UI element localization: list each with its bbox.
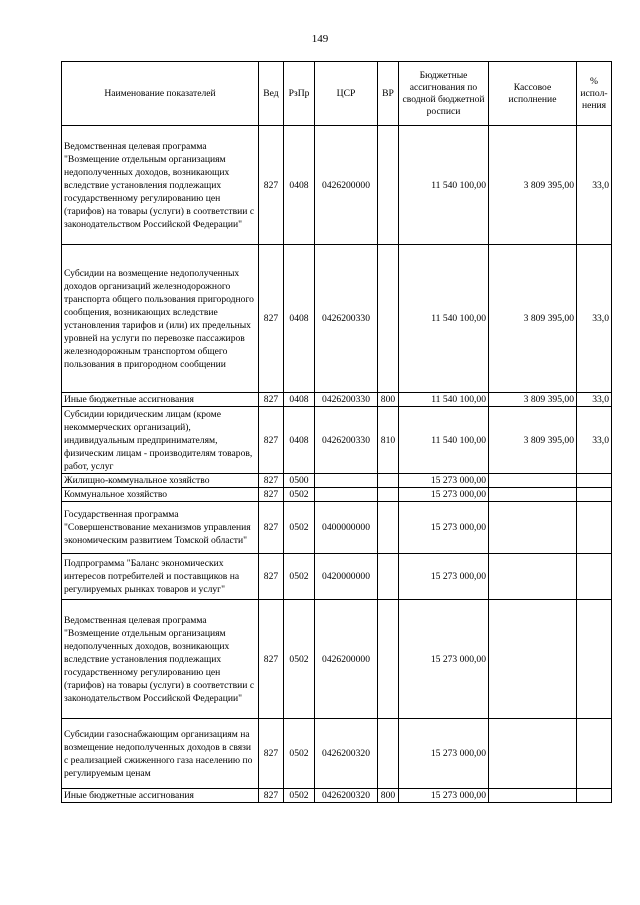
row-ved: 827	[259, 789, 284, 803]
row-cash: 3 809 395,00	[489, 126, 577, 245]
row-ved: 827	[259, 393, 284, 407]
row-cash	[489, 600, 577, 719]
row-ved: 827	[259, 554, 284, 600]
row-cash	[489, 488, 577, 502]
row-rzpr: 0408	[284, 393, 315, 407]
table-row	[62, 502, 612, 554]
row-cash	[489, 789, 577, 803]
row-assignments: 11 540 100,00	[399, 407, 489, 474]
row-cash: 3 809 395,00	[489, 393, 577, 407]
row-vr	[378, 554, 399, 600]
row-cash	[489, 474, 577, 488]
row-name: Ведомственная целевая программа "Возмещение отдельным организациям недополученных доходов, возникающих вследствие установления подлежащих государственному регулированию цен (тарифов) на товары (услуги) в соответствии с законодательством Российской Федерации"	[62, 126, 259, 245]
row-percent: 33,0	[577, 245, 612, 393]
row-assignments: 11 540 100,00	[399, 126, 489, 245]
row-ved: 827	[259, 488, 284, 502]
header-ved: Вед	[259, 62, 284, 126]
table-row	[62, 407, 612, 474]
row-vr	[378, 126, 399, 245]
row-csr: 0426200330	[315, 407, 378, 474]
row-vr	[378, 488, 399, 502]
row-rzpr: 0502	[284, 554, 315, 600]
header-assignments: Бюджетные ассигнования по сводной бюджетной росписи	[399, 62, 489, 126]
header-rzpr: РзПр	[284, 62, 315, 126]
table-header-row	[62, 62, 612, 126]
header-cash: Кассовое исполнение	[489, 62, 577, 126]
row-rzpr: 0502	[284, 719, 315, 789]
row-assignments: 15 273 000,00	[399, 474, 489, 488]
row-rzpr: 0500	[284, 474, 315, 488]
table-row	[62, 488, 612, 502]
row-name: Государственная программа "Совершенствование механизмов управления экономическим развитием Томской области"	[62, 502, 259, 554]
row-name: Жилищно-коммунальное хозяйство	[62, 474, 259, 488]
row-cash	[489, 554, 577, 600]
table-row	[62, 719, 612, 789]
row-percent: 33,0	[577, 407, 612, 474]
row-rzpr: 0502	[284, 502, 315, 554]
row-ved: 827	[259, 719, 284, 789]
row-cash	[489, 719, 577, 789]
budget-table	[61, 61, 612, 803]
row-rzpr: 0502	[284, 789, 315, 803]
row-assignments: 15 273 000,00	[399, 488, 489, 502]
row-percent	[577, 474, 612, 488]
row-name: Субсидии на возмещение недополученных доходов организаций железнодорожного транспорта общего пользования пригородного сообщения, возникающих вследствие установления тарифов и (или) их предельных уровней на услуги по перевозке пассажиров железнодорожным транспортом общего пользования в пригородном сообщении	[62, 245, 259, 393]
row-assignments: 15 273 000,00	[399, 719, 489, 789]
row-name: Субсидии газоснабжающим организациям на возмещение недополученных доходов в связи с реализацией сжиженного газа населению по регулируемым ценам	[62, 719, 259, 789]
header-name: Наименование показателей	[62, 62, 259, 126]
row-csr: 0400000000	[315, 502, 378, 554]
row-csr: 0426200320	[315, 789, 378, 803]
row-vr	[378, 719, 399, 789]
row-vr	[378, 245, 399, 393]
row-csr: 0426200000	[315, 126, 378, 245]
row-assignments: 15 273 000,00	[399, 789, 489, 803]
row-assignments: 15 273 000,00	[399, 554, 489, 600]
row-csr: 0420000000	[315, 554, 378, 600]
row-name: Иные бюджетные ассигнования	[62, 789, 259, 803]
table-row	[62, 600, 612, 719]
row-name: Субсидии юридическим лицам (кроме некоммерческих организаций), индивидуальным предпринимателям, физическим лицам - производителям товаров, работ, услуг	[62, 407, 259, 474]
row-vr	[378, 600, 399, 719]
row-vr: 810	[378, 407, 399, 474]
row-csr	[315, 474, 378, 488]
row-csr	[315, 488, 378, 502]
row-name: Иные бюджетные ассигнования	[62, 393, 259, 407]
header-vr: ВР	[378, 62, 399, 126]
row-percent	[577, 554, 612, 600]
row-rzpr: 0408	[284, 407, 315, 474]
row-ved: 827	[259, 245, 284, 393]
row-ved: 827	[259, 600, 284, 719]
row-csr: 0426200320	[315, 719, 378, 789]
table-row	[62, 554, 612, 600]
table-row	[62, 245, 612, 393]
row-cash: 3 809 395,00	[489, 407, 577, 474]
row-cash: 3 809 395,00	[489, 245, 577, 393]
row-rzpr: 0502	[284, 600, 315, 719]
row-name: Подпрограмма "Баланс экономических интересов потребителей и поставщиков на регулируемых рынках товаров и услуг"	[62, 554, 259, 600]
row-csr: 0426200000	[315, 600, 378, 719]
row-rzpr: 0408	[284, 126, 315, 245]
row-cash	[489, 502, 577, 554]
row-assignments: 11 540 100,00	[399, 393, 489, 407]
row-rzpr: 0502	[284, 488, 315, 502]
table-row	[62, 393, 612, 407]
row-percent	[577, 488, 612, 502]
table-row	[62, 789, 612, 803]
row-ved: 827	[259, 502, 284, 554]
row-vr: 800	[378, 789, 399, 803]
row-percent: 33,0	[577, 126, 612, 245]
row-ved: 827	[259, 407, 284, 474]
row-assignments: 15 273 000,00	[399, 502, 489, 554]
row-ved: 827	[259, 474, 284, 488]
table-row	[62, 126, 612, 245]
row-csr: 0426200330	[315, 393, 378, 407]
row-assignments: 11 540 100,00	[399, 245, 489, 393]
row-vr	[378, 502, 399, 554]
row-assignments: 15 273 000,00	[399, 600, 489, 719]
row-percent: 33,0	[577, 393, 612, 407]
row-csr: 0426200330	[315, 245, 378, 393]
page-number: 149	[311, 33, 329, 45]
header-percent: % испол-нения	[577, 62, 612, 126]
header-csr: ЦСР	[315, 62, 378, 126]
table-row	[62, 474, 612, 488]
row-vr: 800	[378, 393, 399, 407]
row-ved: 827	[259, 126, 284, 245]
row-percent	[577, 719, 612, 789]
row-percent	[577, 600, 612, 719]
row-percent	[577, 502, 612, 554]
row-name: Ведомственная целевая программа "Возмещение отдельным организациям недополученных доходов, возникающих вследствие установления подлежащих государственному регулированию цен (тарифов) на товары (услуги) в соответствии с законодательством Российской Федерации"	[62, 600, 259, 719]
row-vr	[378, 474, 399, 488]
row-percent	[577, 789, 612, 803]
row-rzpr: 0408	[284, 245, 315, 393]
row-name: Коммунальное хозяйство	[62, 488, 259, 502]
